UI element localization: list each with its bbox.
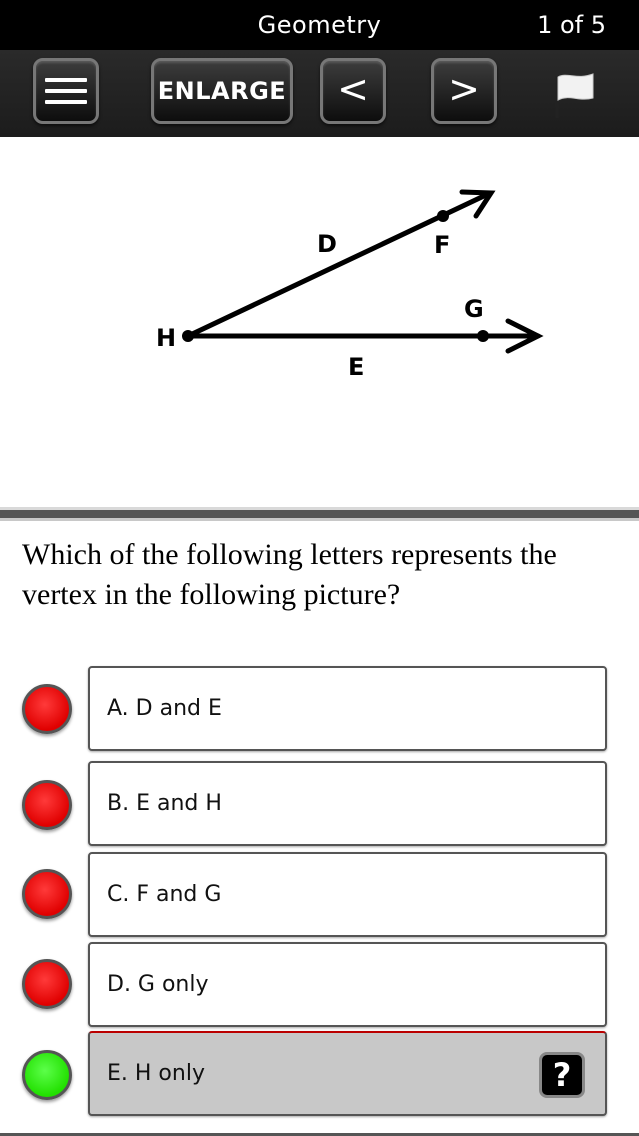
choice-c-indicator[interactable]: [22, 869, 72, 919]
question-text: Which of the following letters represents the vertex in the following picture?: [22, 538, 557, 611]
choice-b-indicator[interactable]: [22, 780, 72, 830]
title-bar: [0, 0, 639, 50]
label-d: D: [317, 230, 337, 258]
label-e: E: [348, 353, 365, 381]
choice-d-label: D. G only: [107, 972, 209, 997]
geometry-figure: [0, 137, 639, 507]
choice-c-label: C. F and G: [107, 882, 222, 907]
choice-a-indicator[interactable]: [22, 684, 72, 734]
label-h: H: [156, 324, 177, 352]
choice-a[interactable]: [88, 666, 607, 751]
flag-icon[interactable]: [553, 68, 597, 120]
choice-b-label: B. E and H: [107, 791, 222, 816]
point-h: [182, 330, 194, 342]
menu-button[interactable]: [33, 58, 99, 124]
divider: [0, 507, 639, 521]
point-f: [437, 210, 449, 222]
chevron-left-icon: <: [337, 67, 369, 111]
help-button[interactable]: ?: [539, 1052, 585, 1098]
label-g: G: [464, 295, 484, 323]
choice-d-indicator[interactable]: [22, 959, 72, 1009]
toolbar: [0, 50, 639, 137]
choice-a-label: A. D and E: [107, 696, 222, 721]
angle-diagram: [0, 137, 639, 507]
label-f: F: [434, 231, 451, 259]
choice-e-label: E. H only: [107, 1061, 205, 1086]
next-button[interactable]: [431, 58, 497, 124]
page-title: Geometry: [257, 11, 382, 39]
choice-e[interactable]: [88, 1031, 607, 1116]
choice-b[interactable]: [88, 761, 607, 846]
choice-d[interactable]: [88, 942, 607, 1027]
chevron-right-icon: >: [448, 67, 480, 111]
hamburger-icon: [45, 71, 87, 111]
enlarge-button[interactable]: ENLARGE: [151, 58, 293, 124]
choice-c[interactable]: [88, 852, 607, 937]
question-counter: 1 of 5: [537, 11, 606, 39]
point-g: [477, 330, 489, 342]
choice-e-indicator[interactable]: [22, 1050, 72, 1100]
previous-button[interactable]: [320, 58, 386, 124]
